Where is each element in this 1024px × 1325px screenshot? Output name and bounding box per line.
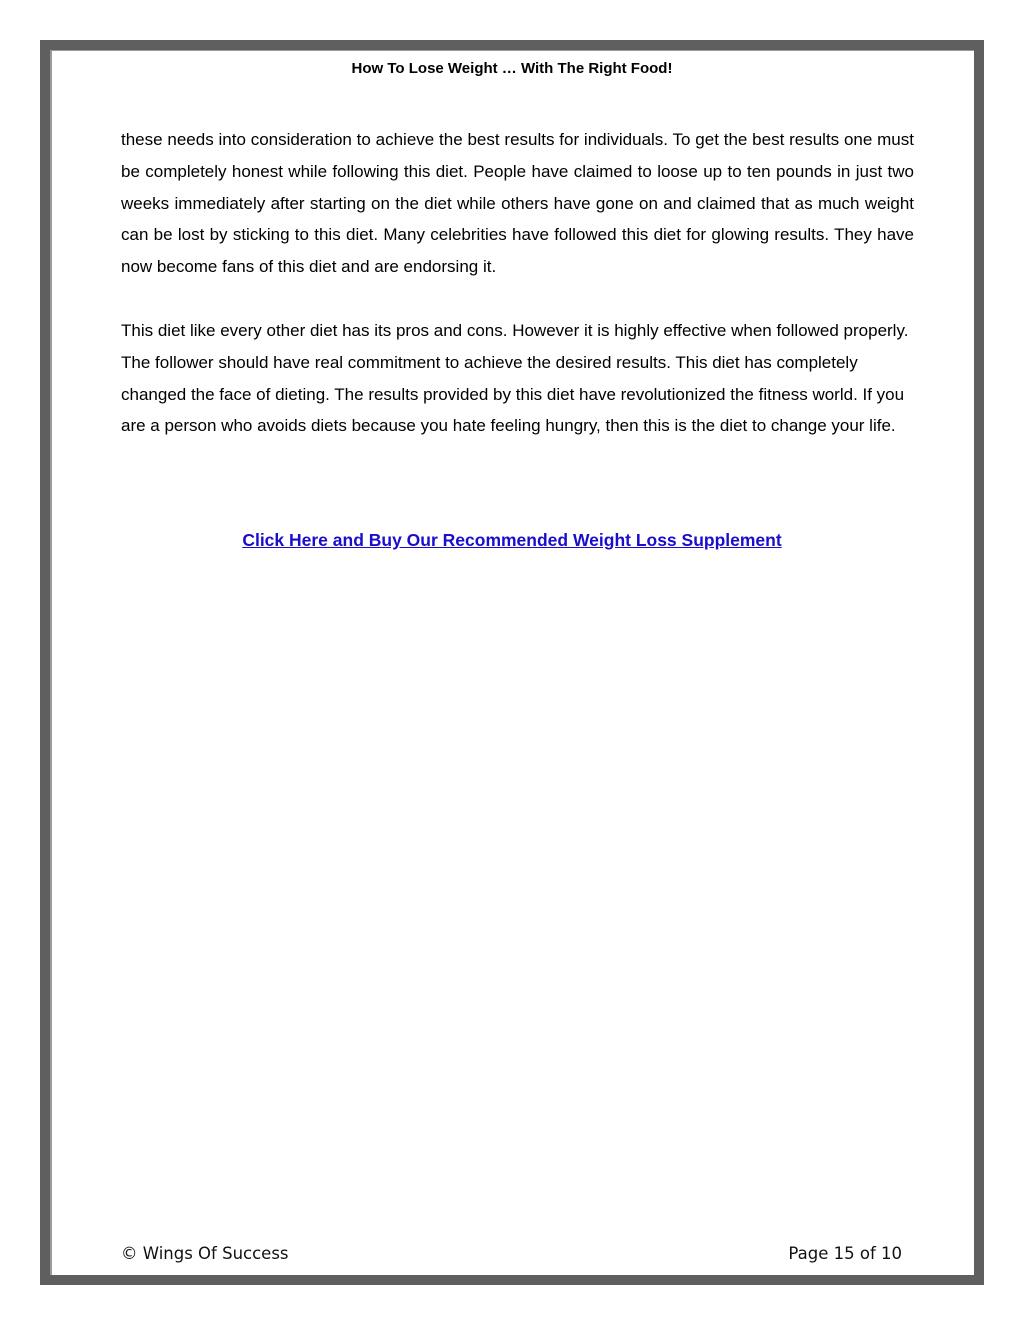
page-header-title: How To Lose Weight … With The Right Food!	[351, 60, 673, 77]
footer-page-number: Page 15 of 10	[788, 1244, 902, 1263]
body-paragraph-1: these needs into consideration to achieve the best results for individuals. To get the best results one must be completely honest while following this diet. People have claimed to loose up to ten pounds in just two weeks immediately after starting on the diet while others have gone on and claimed that as much weight can be lost by sticking to this diet. Many celebrities have followed this diet for glowing results. They have now become fans of this diet and are endorsing it.	[121, 130, 914, 277]
page-frame	[40, 40, 984, 1285]
cta-link-container	[50, 530, 974, 551]
buy-supplement-link[interactable]: Click Here and Buy Our Recommended Weight Loss Supplement	[242, 530, 782, 550]
footer-copyright: © Wings Of Success	[121, 1244, 289, 1263]
body-paragraph-2: This diet like every other diet has its pros and cons. However it is highly effective when followed properly. The follower should have real commitment to achieve the desired results. This diet has completely changed the face of dieting. The results provided by this diet have revolutionized the fitness world. If you are a person who avoids diets because you hate feeling hungry, then this is the diet to change your life.	[121, 321, 909, 436]
